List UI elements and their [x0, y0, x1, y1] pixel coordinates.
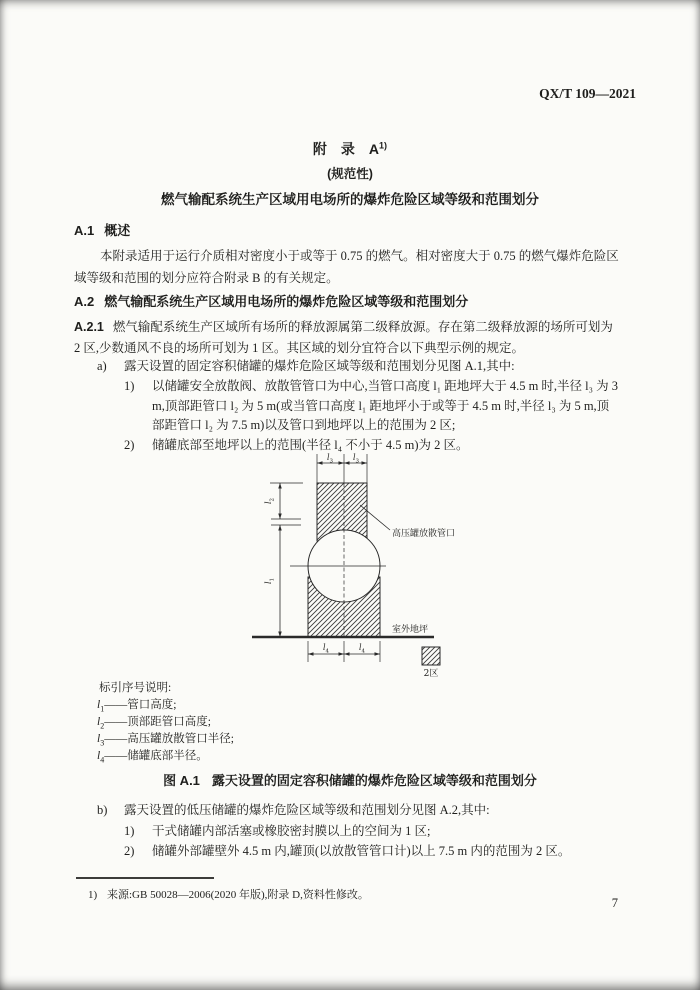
dim-label-l2: $l_2$	[264, 497, 276, 505]
a21-paragraph-line: A.2.1 燃气输配系统生产区域所有场所的释放源属第二级释放源。存在第二级释放源的场所可划为	[74, 320, 613, 334]
list-item-a1-cont: m,顶部距管口 l₂ 为 5 m(或当管口高度 l₁ 距地坪小于或等于 4.5 m 时,半径 l₃ 为 5 m,顶	[152, 399, 610, 413]
legend-swatch-zone2	[422, 647, 440, 665]
list-item-a1: 1) 以储罐安全放散阀、放散管管口为中心,当管口高度 l₁ 距地坪大于 4.5 m 时,半径 l₃ 为 3	[124, 379, 619, 393]
appendix-normative: (规范性)	[327, 167, 373, 181]
figure-a1-caption: 图 A.1 露天设置的固定容积储罐的爆炸危险区域等级和范围划分	[163, 773, 537, 788]
figure-note-l3: $l_3——$高压罐放散管口半径;	[97, 733, 234, 748]
figure-notes-header: 标引序号说明:	[99, 682, 172, 694]
dim-label-l4-left: $l_4$	[322, 643, 330, 655]
dim-label-l3-right: $l_3$	[352, 453, 360, 465]
list-item-b2: 2) 储罐外部罐壁外 4.5 m 内,罐顶(以放散管管口计)以上 7.5 m 内的范围为 2 区。	[124, 844, 571, 858]
figure-a1-diagram	[240, 452, 560, 684]
list-item-a2: 2) 储罐底部至地坪以上的范围(半径 l₄ 不小于 4.5 m)为 2 区。	[124, 438, 469, 452]
appendix-footnote-ref: 1)	[379, 140, 388, 151]
ground-label: 室外地坪	[392, 625, 429, 635]
vent-label: 高压罐放散管口	[392, 529, 456, 539]
doc-code: QX/T 109—2021	[539, 86, 636, 101]
heading-a1: A.1 概述	[74, 223, 131, 238]
page-number: 7	[611, 896, 618, 910]
legend-label: 2区	[423, 669, 439, 679]
list-item-a: a) 露天设置的固定容积储罐的爆炸危险区域等级和范围划分见图 A.1,其中:	[97, 359, 515, 373]
dim-label-l1: $l_1$	[264, 577, 276, 585]
appendix-title: 燃气输配系统生产区域用电场所的爆炸危险区域等级和范围划分	[161, 192, 539, 207]
appendix-label: 附 录 $A^{1)}$	[312, 140, 388, 157]
figure-note-l2: $l_2——$顶部距管口高度;	[97, 716, 211, 731]
a1-paragraph-line: 域等级和范围的划分应符合附录 B 的有关规定。	[74, 271, 339, 285]
list-item-b: b) 露天设置的低压储罐的爆炸危险区域等级和范围划分见图 A.2,其中:	[97, 803, 490, 817]
heading-a2: A.2 燃气输配系统生产区域用电场所的爆炸危险区域等级和范围划分	[74, 294, 469, 309]
footnote: 1) 来源:GB 50028—2006(2020 年版),附录 D,资料性修改。	[88, 889, 369, 901]
dim-label-l4-right: $l_4$	[358, 643, 366, 655]
a21-paragraph-line: 2 区,少数通风不良的场所可划为 1 区。其区域的划分宜符合以下典型示例的规定。	[74, 341, 525, 355]
dim-label-l3-left: $l_3$	[326, 453, 334, 465]
list-item-b1: 1) 干式储罐内部活塞或橡胶密封膜以上的空间为 1 区;	[124, 824, 431, 838]
list-item-a1-cont: 部距管口 l₂ 为 7.5 m)以及管口到地坪以上的范围为 2 区;	[152, 418, 456, 432]
figure-note-l1: $l_1——$管口高度;	[97, 699, 177, 714]
a1-paragraph-line: 本附录适用于运行介质相对密度小于或等于 0.75 的燃气。相对密度大于 0.75 的燃气爆炸危险区	[100, 249, 619, 263]
figure-note-l4: $l_4——$储罐底部半径。	[97, 750, 208, 765]
footnote-rule	[76, 877, 214, 879]
